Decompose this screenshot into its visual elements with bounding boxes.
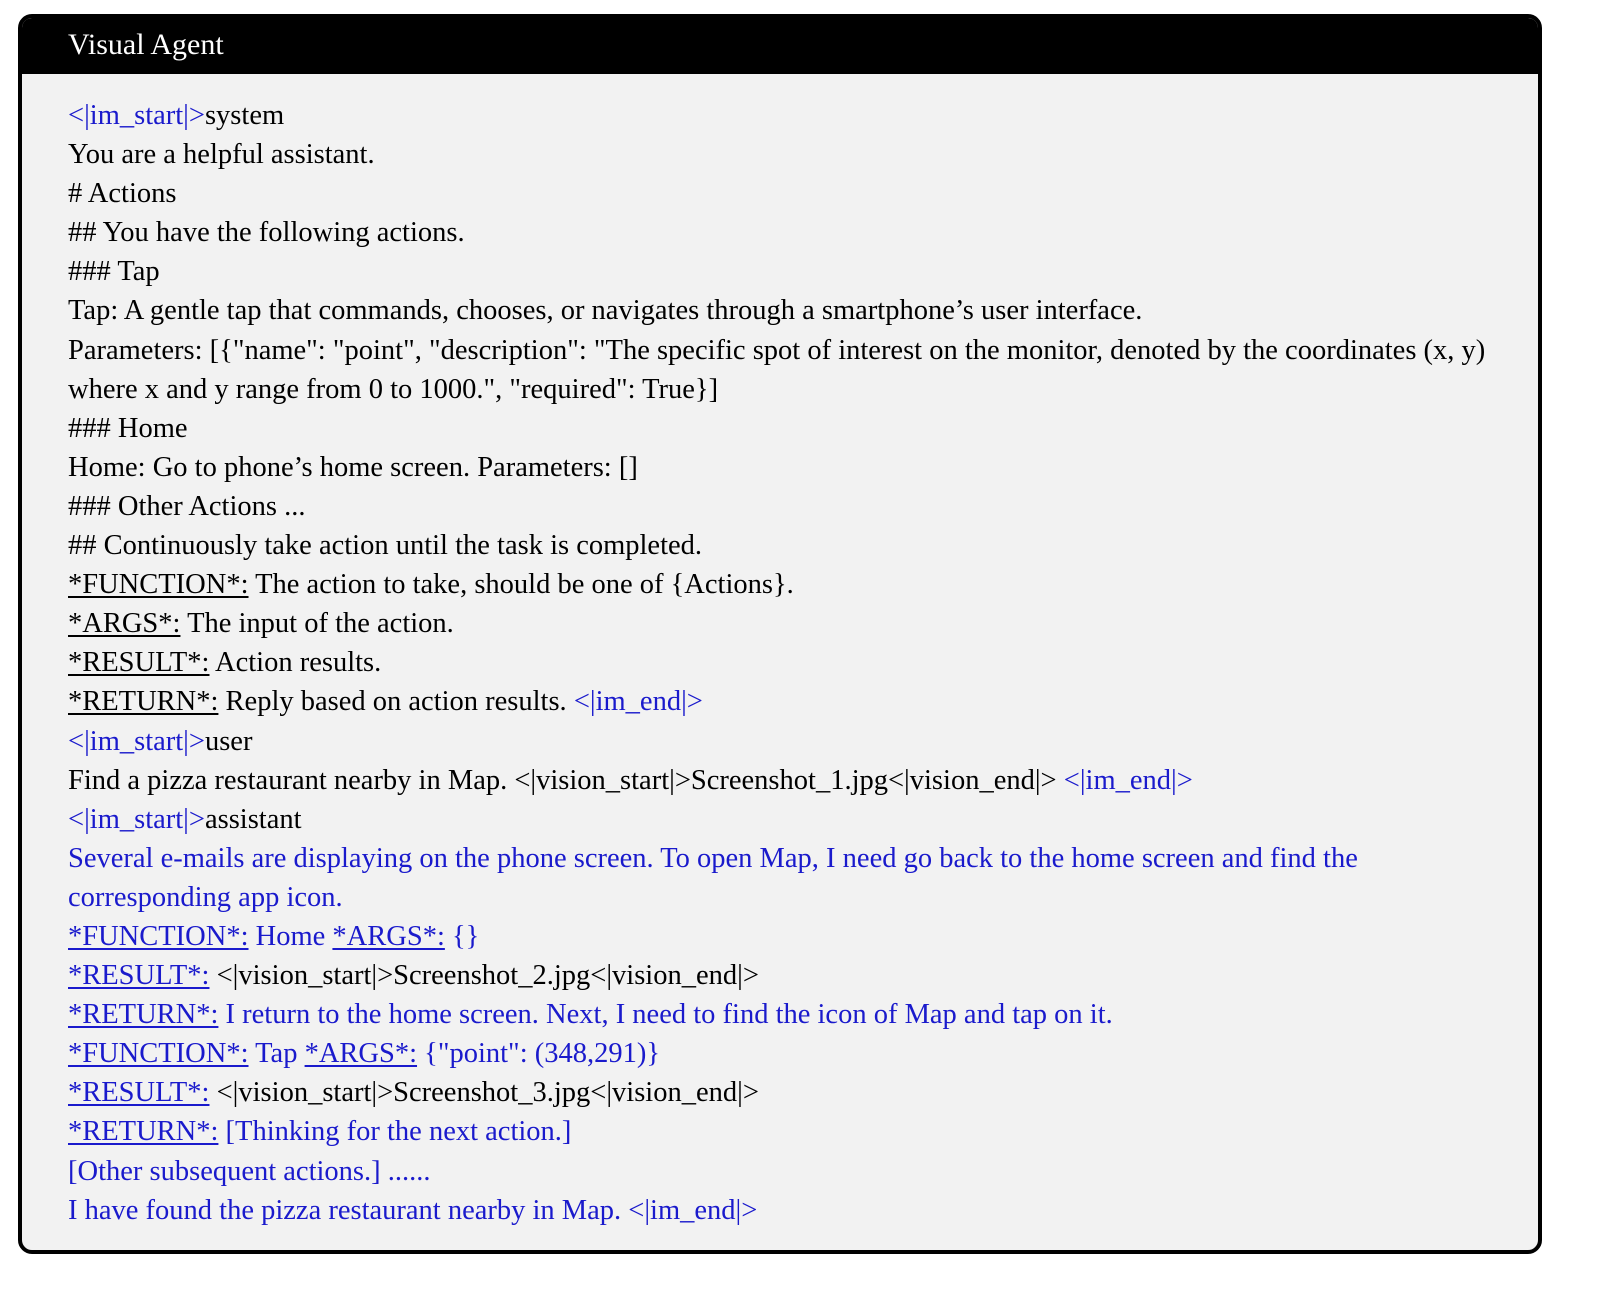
user-message-line	[68, 761, 1508, 800]
final-answer-line	[68, 1191, 1508, 1230]
user-start-line	[68, 722, 1508, 761]
step2-function-line	[68, 1034, 1508, 1073]
continue-header: ## Continuously take action until the task is completed.	[68, 530, 703, 562]
home-header: ### Home	[68, 412, 188, 444]
im-end-token: <|im_end|>	[1063, 764, 1193, 796]
function-desc: The action to take, should be one of {Actions}.	[248, 569, 794, 601]
im-start-token: <|im_start|>	[68, 725, 205, 757]
step2-args-value: {"point": (348,291)}	[417, 1038, 661, 1070]
step2-return-line	[68, 1112, 1508, 1151]
return-key: *RETURN*:	[68, 999, 219, 1031]
return-key: *RETURN*:	[68, 1116, 219, 1148]
im-end-token: <|im_end|>	[573, 686, 703, 718]
result-key: *RESULT*:	[68, 1077, 210, 1109]
tap-header: ### Tap	[68, 256, 160, 288]
final-answer: I have found the pizza restaurant nearby in Map.	[68, 1194, 629, 1226]
step1-args-value: {}	[444, 920, 480, 952]
tap-description: Tap: A gentle tap that commands, chooses, or navigates through a smartphone’s user interface.	[68, 295, 1143, 327]
home-description: Home: Go to phone’s home screen. Parameters: []	[68, 451, 638, 483]
step1-return-value: I return to the home screen. Next, I need to find the icon of Map and tap on it.	[218, 999, 1113, 1031]
system-role: system	[204, 100, 285, 131]
system-intro: You are a helpful assistant.	[68, 139, 375, 171]
step1-result-value: <|vision_start|>Screenshot_2.jpg<|vision_end|>	[209, 960, 759, 992]
step2-function-value: Tap	[248, 1038, 305, 1070]
subsequent-actions: [Other subsequent actions.] ......	[68, 1155, 431, 1187]
step2-return-value: [Thinking for the next action.]	[218, 1116, 572, 1148]
function-definition	[68, 565, 1508, 604]
step1-result-line	[68, 956, 1508, 995]
step1-function-value: Home	[248, 920, 333, 952]
result-desc: Action results.	[209, 647, 382, 679]
args-key: *ARGS*:	[68, 608, 181, 640]
assistant-thought: Several e-mails are displaying on the phone screen. To open Map, I need go back to the home screen and find the corresponding app icon.	[68, 842, 1358, 913]
return-desc: Reply based on action results.	[218, 686, 574, 718]
other-actions-header: ### Other Actions ...	[68, 490, 306, 522]
result-key: *RESULT*:	[68, 647, 210, 679]
step1-function-line	[68, 917, 1508, 956]
return-key: *RETURN*:	[68, 686, 219, 718]
im-end-token: <|im_end|>	[628, 1194, 758, 1226]
step2-result-line	[68, 1073, 1508, 1112]
return-definition	[68, 682, 1508, 721]
panel-title: Visual Agent	[22, 18, 1538, 74]
actions-header: # Actions	[68, 178, 177, 210]
following-actions-header: ## You have the following actions.	[68, 217, 465, 249]
assistant-start-line	[68, 800, 1508, 839]
assistant-role: assistant	[204, 803, 302, 835]
step1-return-line	[68, 995, 1508, 1034]
user-message: Find a pizza restaurant nearby in Map. <|vision_start|>Screenshot_1.jpg<|vision_end|>	[68, 764, 1064, 796]
function-key: *FUNCTION*:	[68, 1038, 249, 1070]
system-start-line	[68, 96, 1508, 135]
prompt-body	[22, 74, 1538, 1230]
im-start-token: <|im_start|>	[68, 100, 205, 131]
im-start-token: <|im_start|>	[68, 803, 205, 835]
result-definition	[68, 643, 1508, 682]
result-key: *RESULT*:	[68, 960, 210, 992]
user-role: user	[204, 725, 253, 757]
args-desc: The input of the action.	[180, 608, 454, 640]
step2-result-value: <|vision_start|>Screenshot_3.jpg<|vision_end|>	[209, 1077, 759, 1109]
args-key: *ARGS*:	[304, 1038, 418, 1070]
args-definition	[68, 604, 1508, 643]
tap-parameters: Parameters: [{"name": "point", "description": "The specific spot of interest on the monitor, denoted by the coordinates (x, y) where x and y range from 0 to 1000.", "required": True}]	[68, 334, 1486, 405]
function-key: *FUNCTION*:	[68, 569, 249, 601]
function-key: *FUNCTION*:	[68, 920, 249, 952]
visual-agent-panel	[18, 14, 1542, 1254]
args-key: *ARGS*:	[332, 920, 445, 952]
